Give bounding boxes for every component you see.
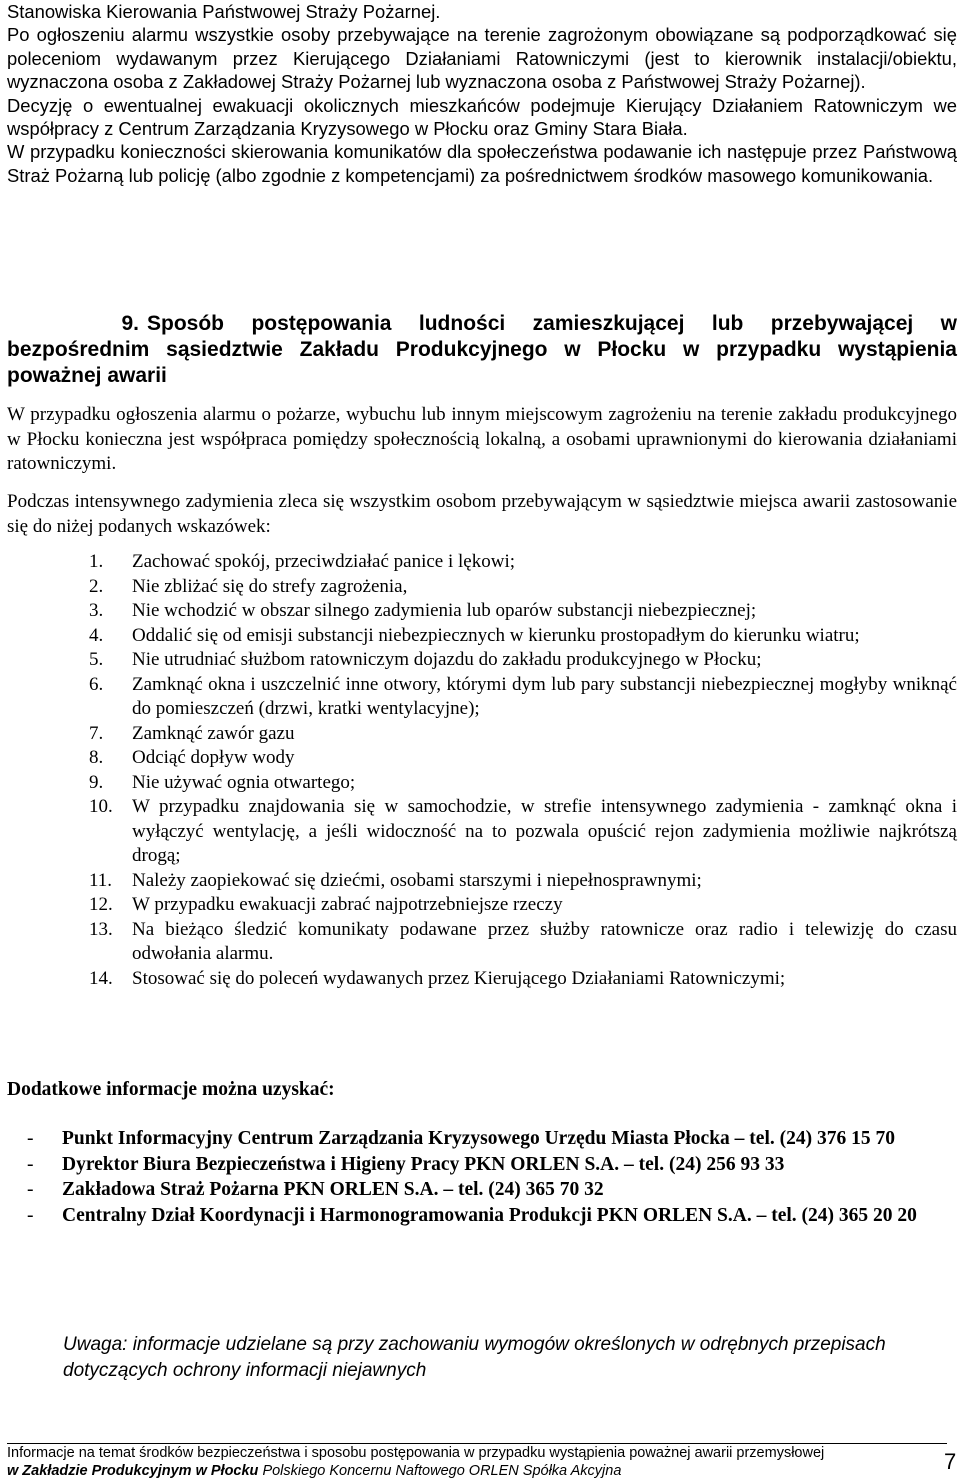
list-item (7, 673, 957, 722)
list-item-number: 10. (89, 796, 113, 817)
list-item-text: Na bieżąco śledzić komunikaty podawane przez służby ratownicze oraz radio i telewizję do czasu odwołania alarmu. (132, 918, 957, 964)
section-9-heading (7, 311, 957, 389)
list-item (7, 599, 957, 624)
list-item (7, 722, 957, 747)
footer-italic-text: Polskiego Koncernu Naftowego ORLEN Spółka Akcyjna (258, 1462, 622, 1479)
page-footer (7, 1445, 907, 1480)
contact-text: Zakładowa Straż Pożarna PKN ORLEN S.A. – tel. (24) 365 70 32 (62, 1179, 604, 1200)
contact-item-crisis-center (7, 1126, 957, 1152)
list-item-text: Nie używać ognia otwartego; (132, 771, 356, 793)
list-dash: - (27, 1204, 34, 1226)
guidance-list (7, 550, 957, 991)
list-item-number: 5. (89, 649, 104, 670)
list-item-text: Stosować się do poleceń wydawanych przez Kierującego Działaniami Ratowniczymi; (132, 967, 786, 989)
list-item (7, 771, 957, 796)
list-item (7, 575, 957, 600)
top-continuation-text (7, 0, 957, 187)
list-dash: - (27, 1179, 34, 1200)
list-item-text: Zamknąć okna i uszczelnić inne otwory, którymi dym lub pary substancji niebezpiecznej mogłyby wniknąć do pomieszczeń (drzwi, kratki wentylacyjne); (132, 673, 957, 719)
list-item-number: 14. (89, 967, 113, 989)
list-dash: - (27, 1128, 34, 1149)
list-item-number: 2. (89, 575, 104, 597)
list-item-number: 3. (89, 600, 104, 621)
contact-text: Dyrektor Biura Bezpieczeństwa i Higieny Pracy PKN ORLEN S.A. – tel. (24) 256 93 33 (62, 1153, 785, 1175)
footer-bold-text: w Zakładzie Produkcyjnym w Płocku (7, 1462, 259, 1479)
list-item (7, 648, 957, 673)
list-item-number: 13. (89, 918, 113, 940)
section-title: Sposób postępowania ludności zamieszkującej lub przebywającej w bezpośrednim sąsiedztwie Zakładu Produkcyjnego w Płocku w przypadku wystąpienia poważnej awarii (7, 312, 957, 387)
contact-text: Punkt Informacyjny Centrum Zarządzania Kryzysowego Urzędu Miasta Płocka – tel. (24) 376 15 70 (62, 1128, 895, 1149)
section-9-paragraph-2: Podczas intensywnego zadymienia zleca się wszystkim osobom przebywającym w sąsiedztwie miejsca awarii zastosowanie się do niżej podanych wskazówek: (7, 491, 957, 537)
list-item (7, 624, 957, 649)
list-item (7, 893, 957, 918)
list-item-text: Nie zbliżać się do strefy zagrożenia, (132, 575, 408, 597)
contact-item-safety-director (7, 1152, 957, 1178)
paragraph-public-communication: W przypadku konieczności skierowania komunikatów dla społeczeństwa podawanie ich następuje przez Państwową Straż Pożarną lub policję (albo zgodnie z kompetencjami) za pośrednictwem środków masowego komunikowania. (7, 141, 957, 186)
list-item-text: Nie wchodzić w obszar silnego zadymienia lub oparów substancji niebezpiecznej; (132, 600, 757, 621)
list-dash: - (27, 1153, 34, 1175)
list-item (7, 967, 957, 992)
paragraph-line: Stanowiska Kierowania Państwowej Straży Pożarnej. (7, 1, 441, 22)
list-item-number: 1. (89, 551, 104, 572)
footer-line-1: Informacje na temat środków bezpieczeństwa i sposobu postępowania w przypadku wystąpienia poważnej awarii przemysłowej (7, 1445, 825, 1461)
list-item (7, 869, 957, 894)
list-item (7, 795, 957, 869)
list-item (7, 918, 957, 967)
list-item-number: 9. (89, 771, 104, 793)
paragraph-evacuation-decision: Decyzję o ewentualnej ewakuacji okolicznych mieszkańców podejmuje Kierujący Działaniem Ratowniczym we współpracy z Centrum Zarządzania Kryzysowego w Płocku oraz Gminy Stara Biała. (7, 94, 957, 140)
footer-line-2 (7, 1463, 907, 1481)
additional-info-heading: Dodatkowe informacje można uzyskać: (7, 1079, 335, 1100)
section-number: 9. (121, 312, 139, 335)
list-item-text: Nie utrudniać służbom ratowniczym dojazdu do zakładu produkcyjnego w Płocku; (132, 649, 762, 670)
list-item-text: W przypadku ewakuacji zabrać najpotrzebniejsze rzeczy (132, 894, 563, 915)
list-item-number: 12. (89, 894, 113, 915)
list-item-text: Zamknąć zawór gazu (132, 722, 295, 744)
list-item (7, 746, 957, 771)
page-number: 7 (944, 1449, 957, 1474)
section-9-paragraph-1: W przypadku ogłoszenia alarmu o pożarze, wybuchu lub innym miejscowym zagrożeniu na terenie zakładu produkcyjnego w Płocku konieczna jest współpraca pomiędzy społecznością lokalną, a osobami uprawnionymi do kierowania działaniami ratowniczymi. (7, 404, 957, 474)
paragraph-alarm-obligations: Po ogłoszeniu alarmu wszystkie osoby przebywające na terenie zagrożonym obowiązane są podporządkować się poleceniom wydawanym przez Kierującego Działaniami Ratowniczymi (jest to kierownik instalacji/obiektu, wyznaczona osoba z Zakładowej Straży Pożarnej lub wyznaczona osoba z Państwowej Straży Pożarnej). (7, 24, 957, 93)
list-item-number: 6. (89, 673, 104, 695)
list-item (7, 550, 957, 575)
list-item-number: 7. (89, 722, 104, 744)
list-item-text: W przypadku znajdowania się w samochodzie, w strefie intensywnego zadymienia - zamknąć okna i wyłączyć wentylację, a jeśli widoczność na to pozwala opuścić rejon zadymienia możliwie najkrótszą drogą; (132, 796, 957, 866)
list-item-number: 8. (89, 747, 104, 768)
list-item-number: 11. (89, 869, 113, 891)
contact-item-production-coordination (7, 1203, 957, 1229)
list-item-text: Zachować spokój, przeciwdziałać panice i lękowi; (132, 551, 515, 572)
list-item-text: Odciąć dopływ wody (132, 747, 295, 768)
list-item-text: Należy zaopiekować się dziećmi, osobami starszymi i niepełnosprawnymi; (132, 869, 702, 891)
contact-list (7, 1126, 957, 1228)
list-item-number: 4. (89, 624, 104, 646)
classified-info-note: Uwaga: informacje udzielane są przy zachowaniu wymogów określonych w odrębnych przepisach dotyczących ochrony informacji niejawnych (63, 1334, 886, 1381)
contact-item-fire-brigade (7, 1177, 957, 1203)
list-item-text: Oddalić się od emisji substancji niebezpiecznych w kierunku prostopadłym do kierunku wiatru; (132, 624, 860, 646)
footer-divider (7, 1443, 947, 1444)
contact-text: Centralny Dział Koordynacji i Harmonogramowania Produkcji PKN ORLEN S.A. – tel. (24) 365 20 20 (62, 1204, 917, 1226)
